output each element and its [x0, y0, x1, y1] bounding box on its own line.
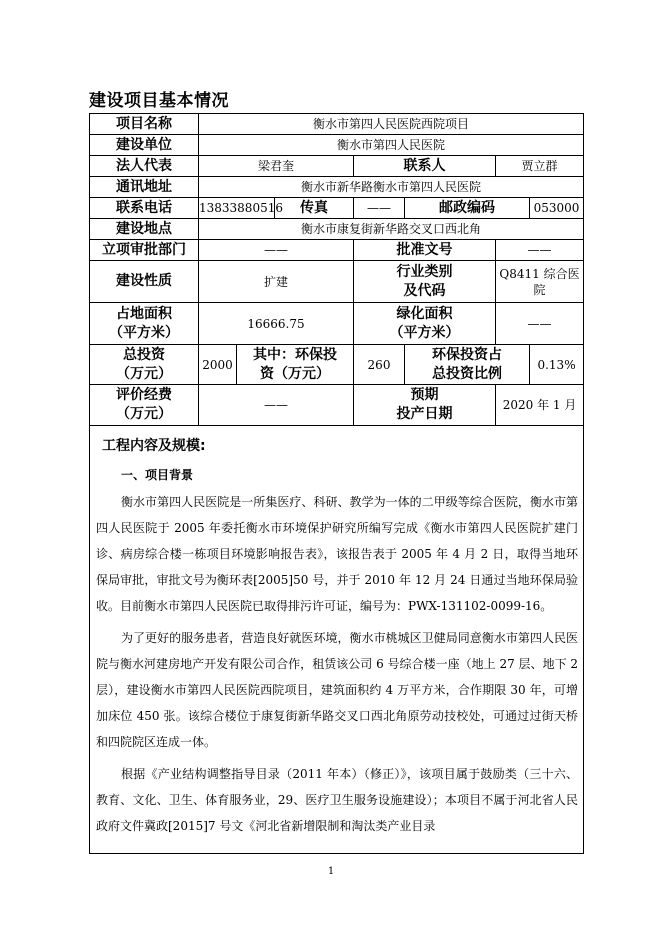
legal-rep-value: 梁君奎	[199, 156, 354, 177]
env-invest-value: 260	[354, 345, 405, 385]
green-area-label-line2: （平方米）	[389, 324, 460, 341]
eval-fee-label-line2: （万元）	[116, 406, 172, 422]
project-name-value: 衡水市第四人民医院西院项目	[199, 114, 584, 135]
unit-label: 建设单位	[90, 135, 199, 156]
area-label-line1: 占地面积	[116, 305, 172, 322]
total-invest-label-line2: （万元）	[116, 365, 172, 382]
green-area-label-line1: 绿化面积	[396, 305, 453, 322]
eval-fee-value: ——	[199, 385, 354, 426]
background-heading: 一、项目背景	[121, 468, 194, 482]
green-area-label	[354, 303, 496, 345]
env-invest-label	[237, 345, 354, 385]
industry-label-line2: 及代码	[403, 282, 446, 299]
site-value: 衡水市康复街新华路交叉口西北角	[199, 219, 584, 240]
project-info-table	[89, 113, 584, 854]
page-title: 建设项目基本情况	[89, 91, 229, 111]
nature-value: 扩建	[199, 261, 354, 303]
content-heading: 工程内容及规模:	[102, 438, 206, 454]
nature-label: 建设性质	[90, 261, 199, 303]
contact-label: 联系人	[354, 156, 496, 177]
total-invest-label	[90, 345, 199, 385]
production-date-value: 2020 年 1 月	[496, 385, 584, 426]
zip-value: 053000	[530, 198, 584, 219]
approval-doc-value: ——	[496, 240, 584, 261]
eval-fee-label-line1: 评价经费	[116, 387, 172, 403]
area-label-line2: （平方米）	[109, 324, 179, 341]
env-ratio-label	[405, 345, 530, 385]
production-date-label-line2: 投产日期	[396, 406, 453, 422]
unit-value: 衡水市第四人民医院	[199, 135, 584, 156]
fax-value: ——	[354, 198, 405, 219]
page-number: 1	[327, 866, 335, 877]
industry-value: Q8411 综合医院	[496, 261, 584, 303]
contact-value: 贾立群	[496, 156, 584, 177]
approval-dept-value: ——	[199, 240, 354, 261]
total-invest-label-line1: 总投资	[123, 346, 165, 363]
paragraph: 根据《产业结构调整指导目录（2011 年本）（修正）》，该项目属于鼓励类（三十六、教育、文化、卫生、体育服务业，29、医疗卫生服务设施建设）；本项目不属于河北省人民政府文件冀政[2015]7 号文《河北省新增限制和淘汰类产业目录	[96, 767, 579, 833]
phone-label: 联系电话	[90, 198, 199, 219]
address-label: 通讯地址	[90, 177, 199, 198]
legal-rep-label: 法人代表	[90, 156, 199, 177]
project-name-label: 项目名称	[90, 114, 199, 135]
site-label: 建设地点	[90, 219, 199, 240]
approval-dept-label: 立项审批部门	[90, 240, 199, 261]
fax-label: 传真	[275, 198, 354, 219]
phone-value: 13833880516	[199, 198, 275, 219]
total-invest-value: 2000	[199, 345, 237, 385]
env-ratio-label-line1: 环保投资占	[432, 346, 502, 363]
eval-fee-label	[90, 385, 199, 426]
paragraph: 为了更好的服务患者，营造良好就医环境，衡水市桃城区卫健局同意衡水市第四人民医院与衡水河建房地产开发有限公司合作，租赁该公司 6 号综合楼一座（地上 27 层、地下 2 层），建设衡水市第四人民医院西院项目，建筑面积约 4 万平方米，合作期限 30 年，可增加床位 450 张。该综合楼位于康复街新华路交叉口西北角原劳动技校处，可通过过街天桥和四院院区连成一体。	[96, 631, 579, 749]
zip-label: 邮政编码	[405, 198, 530, 219]
env-ratio-label-line2: 总投资比例	[432, 365, 502, 382]
production-date-label	[354, 385, 496, 426]
env-ratio-value: 0.13%	[530, 345, 584, 385]
production-date-label-line1: 预期	[410, 387, 439, 403]
project-content-cell	[90, 426, 584, 854]
env-invest-label-line2: 资（万元）	[260, 365, 330, 382]
area-value: 16666.75	[199, 303, 354, 345]
approval-doc-label: 批准文号	[354, 240, 496, 261]
industry-label	[354, 261, 496, 303]
address-value: 衡水市新华路衡水市第四人民医院	[199, 177, 584, 198]
env-invest-label-line1: 其中：环保投	[253, 346, 337, 363]
industry-label-line1: 行业类别	[396, 263, 453, 280]
paragraph: 衡水市第四人民医院是一所集医疗、科研、教学为一体的二甲级等综合医院，衡水市第四人民医院于 2005 年委托衡水市环境保护研究所编写完成《衡水市第四人民医院扩建门诊、病房综合楼一栋项目环境影响报告表》，该报告表于 2005 年 4 月 2 日，取得当地环保局审批，审批文号为衡环表[2005]50 号，并于 2010 年 12 月 24 日通过当地环保局验收。目前衡水市第四人民医院已取得排污许可证，编号为：PWX-131102-0099-16。	[96, 495, 579, 613]
green-area-value: ——	[496, 303, 584, 345]
area-label	[90, 303, 199, 345]
